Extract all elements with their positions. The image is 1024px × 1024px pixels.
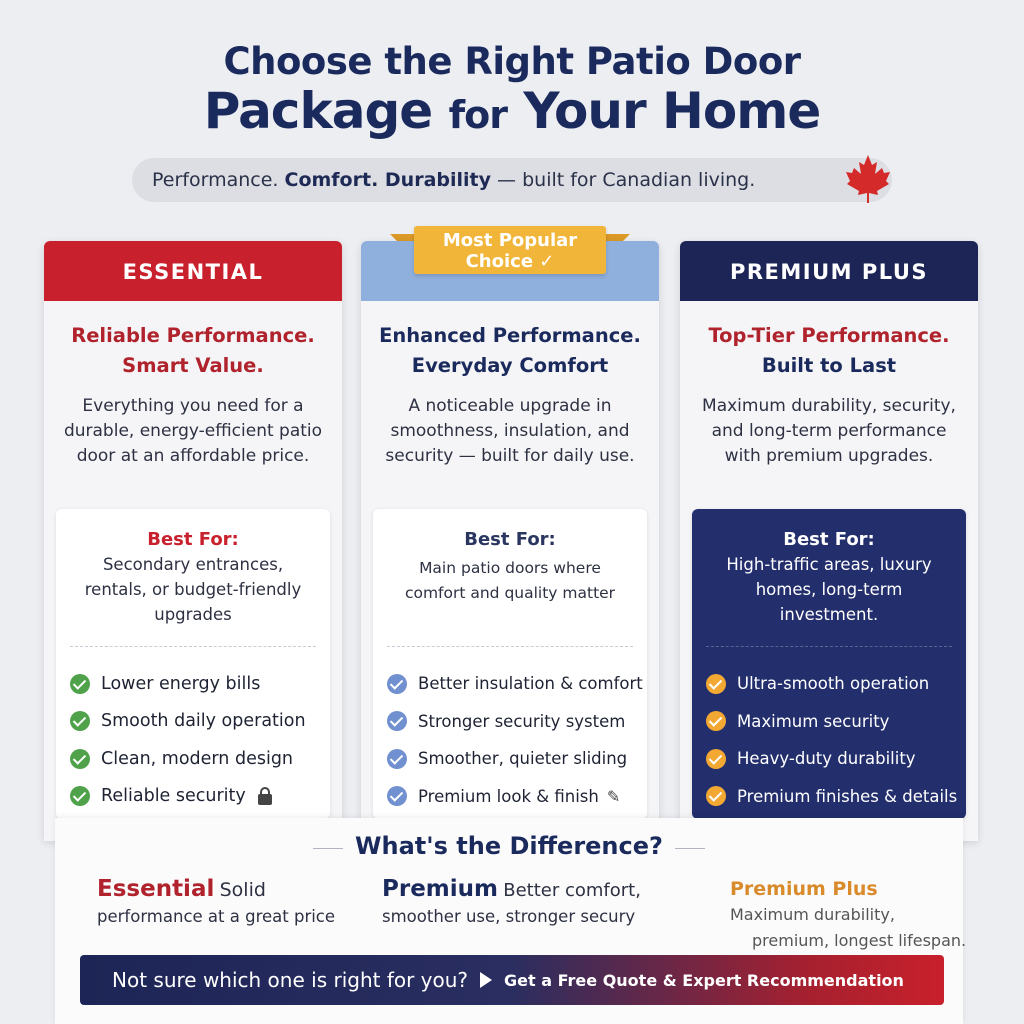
best-for-label: Best For: [464, 529, 556, 550]
tagline-canadian: — built for Canadian living. [497, 169, 756, 191]
package-card-essential [44, 241, 342, 841]
card-header-essential: ESSENTIAL [44, 241, 342, 301]
feature-item: Premium look & finish ✎ [387, 778, 647, 816]
card-title-line2: Everyday Comfort [411, 354, 609, 377]
card-title [361, 321, 659, 381]
badge-line1: Most Popular [442, 230, 578, 251]
feature-item: Ultra-smooth operation [706, 665, 966, 703]
difference-essential [97, 876, 357, 930]
check-icon [70, 674, 90, 694]
card-header-premium-plus: PREMIUM PLUS [680, 241, 978, 301]
cta-bar[interactable] [80, 955, 944, 1005]
dashed-divider [387, 646, 633, 647]
difference-premium-text-a: Better comfort, [503, 880, 641, 901]
difference-premium-plus [730, 876, 970, 954]
lock-icon [258, 794, 272, 805]
best-for-text: Main patio doors where comfort and quality matter [404, 559, 616, 602]
check-icon [706, 786, 726, 806]
check-icon [387, 711, 407, 731]
get-free-quote-button[interactable]: Get a Free Quote & Expert Recommendation [504, 970, 904, 990]
dashed-divider [70, 646, 316, 647]
best-for-text: Secondary entrances, rentals, or budget-friendly upgrades [84, 555, 302, 624]
difference-essential-text-a: Solid [219, 879, 266, 901]
check-icon [387, 786, 407, 806]
card-title-line1: Enhanced Performance. [379, 324, 641, 347]
feature-item: Smooth daily operation [70, 703, 330, 741]
cta-question: Not sure which one is right for you? [112, 968, 469, 992]
best-for-text: High-traffic areas, luxury homes, long-term investment. [726, 555, 932, 624]
headline-your-home: Your Home [523, 82, 821, 140]
feature-list [387, 665, 647, 815]
headline-line1: Choose the Right Patio Door [223, 40, 801, 83]
best-for-label: Best For: [783, 529, 875, 550]
difference-premium-plus-text-b: premium, longest lifespan. [752, 931, 967, 950]
difference-premium-plus-text-a: Maximum durability, [730, 905, 895, 924]
tagline-performance: Performance. [152, 169, 279, 191]
badge-line2: Choice ✓ [465, 251, 555, 272]
card-title [44, 321, 342, 381]
package-card-premium-plus [680, 241, 978, 841]
check-icon [387, 749, 407, 769]
feature-item: Clean, modern design [70, 740, 330, 778]
best-for-box [692, 509, 966, 819]
check-icon [706, 674, 726, 694]
headline-for: for [448, 93, 507, 137]
feature-item: Premium finishes & details [706, 778, 966, 816]
difference-title: What's the Difference? [355, 832, 663, 860]
feature-item: Smoother, quieter sliding [387, 740, 647, 778]
difference-premium-text-b: smoother use, stronger secury [382, 907, 636, 926]
feature-item: Reliable security [70, 778, 330, 816]
best-for-label: Best For: [147, 529, 239, 550]
feature-list [70, 665, 330, 815]
card-description: A noticeable upgrade in smoothness, insulation, and security — built for daily use. [385, 396, 635, 466]
difference-premium [382, 876, 682, 930]
dashed-divider [706, 646, 952, 647]
card-title-line2: Built to Last [761, 354, 897, 377]
check-icon [387, 674, 407, 694]
headline-line2 [0, 82, 1024, 140]
best-for-box [56, 509, 330, 819]
feature-item: Better insulation & comfort [387, 665, 647, 703]
check-icon [70, 786, 90, 806]
most-popular-badge [414, 226, 606, 274]
difference-essential-name: Essential [97, 876, 215, 902]
play-arrow-icon [480, 972, 492, 988]
tagline-comfort-durability: Comfort. Durability [284, 169, 491, 191]
feature-item: Heavy-duty durability [706, 740, 966, 778]
feature-item: Maximum security [706, 703, 966, 741]
card-description: Everything you need for a durable, energy-efficient patio door at an affordable price. [63, 396, 323, 466]
pencil-icon: ✎ [606, 786, 621, 806]
card-title-line1: Reliable Performance. [71, 324, 315, 347]
card-title-line2: Smart Value. [122, 354, 264, 377]
card-title [680, 321, 978, 381]
difference-premium-plus-name: Premium Plus [730, 878, 878, 900]
card-description: Maximum durability, security, and long-term performance with premium upgrades. [702, 396, 956, 466]
maple-leaf-icon [844, 153, 892, 205]
difference-premium-name: Premium [382, 876, 498, 902]
package-card-premium [361, 241, 659, 841]
difference-essential-text-b: performance at a great price [97, 907, 336, 926]
card-title-line1: Top-Tier Performance. [708, 324, 950, 347]
feature-list [706, 665, 966, 815]
feature-item: Lower energy bills [70, 665, 330, 703]
best-for-box [373, 509, 647, 819]
title-rule-right [675, 848, 705, 849]
check-icon [706, 749, 726, 769]
tagline [132, 158, 892, 202]
feature-item: Stronger security system [387, 703, 647, 741]
check-icon [706, 711, 726, 731]
check-icon [70, 749, 90, 769]
headline-package: Package [203, 82, 433, 140]
check-icon [70, 711, 90, 731]
